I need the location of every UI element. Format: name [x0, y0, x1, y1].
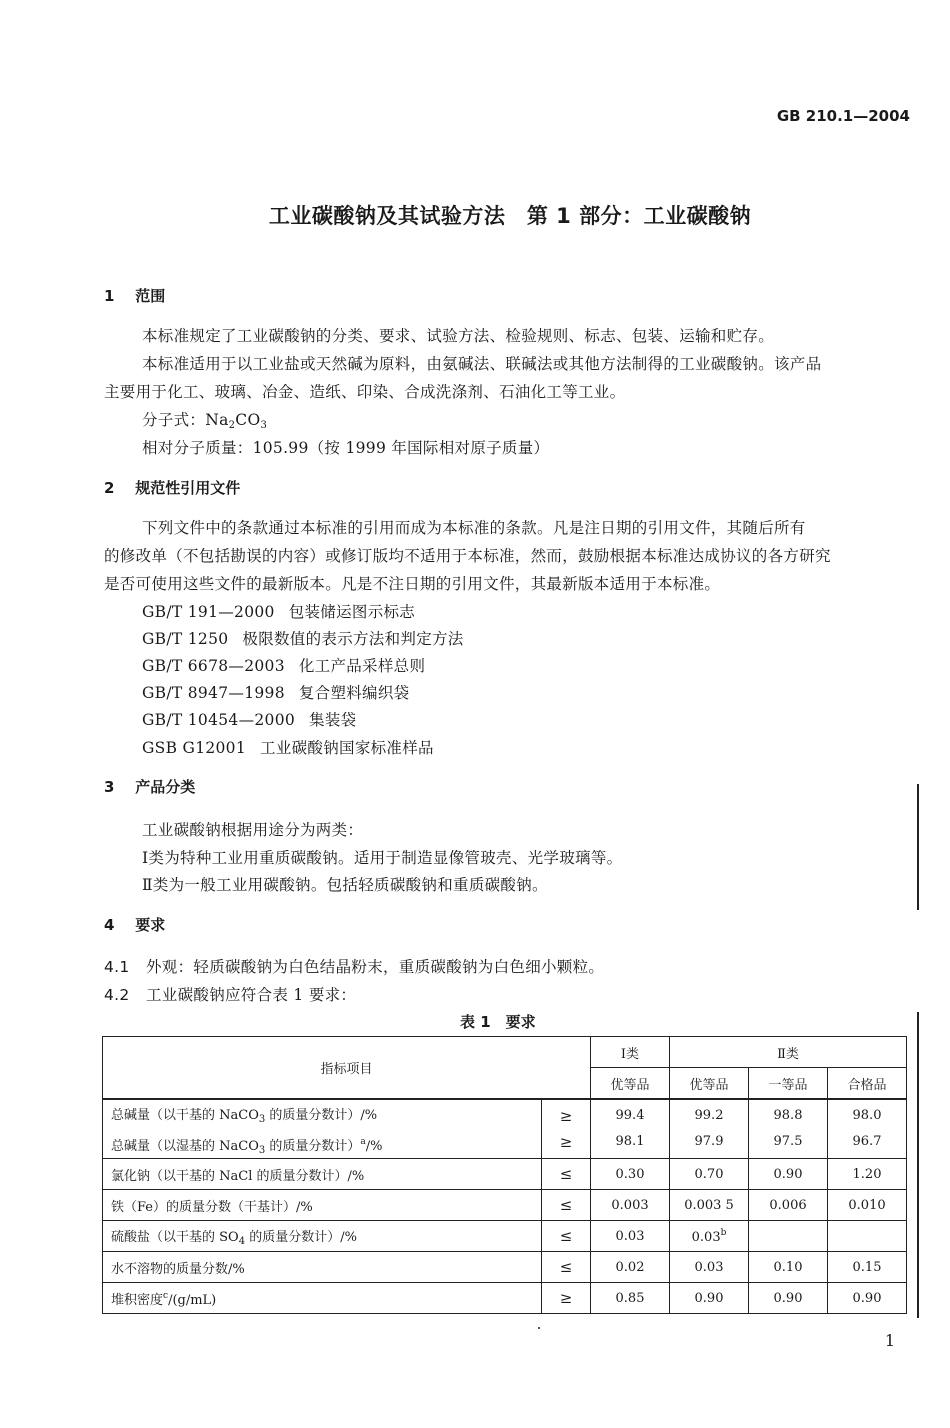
section-number: 4: [104, 916, 115, 934]
section-title: 规范性引用文件: [135, 479, 241, 497]
table-cell: 0.90: [828, 1283, 907, 1314]
section-title: 要求: [135, 916, 166, 934]
reference-item: [142, 736, 434, 758]
table-header-grade: 一等品: [749, 1068, 828, 1100]
section-1-heading: [104, 285, 165, 306]
change-bar: [917, 784, 919, 910]
table-row: [103, 1099, 907, 1159]
row-operator: ≤: [542, 1159, 591, 1190]
reference-item: [142, 627, 464, 649]
table-cell: 0.03: [591, 1221, 670, 1252]
clause-number: 4.2: [104, 986, 130, 1004]
reference-item: [142, 681, 409, 703]
page-number: 1: [884, 1331, 895, 1350]
row-operator: ≤: [542, 1252, 591, 1283]
table-cell: 99.4 98.1: [591, 1099, 670, 1159]
document-title: 工业碳酸钠及其试验方法 第 1 部分：工业碳酸钠: [268, 204, 752, 228]
table-cell: 99.2 97.9: [670, 1099, 749, 1159]
molecular-formula: 分子式：$Na_2CO_3$: [142, 411, 268, 431]
table-header-grade: 优等品: [591, 1068, 670, 1100]
reference-title: 极限数值的表示方法和判定方法: [242, 630, 464, 648]
row-label: 水不溶物的质量分数/%: [103, 1252, 542, 1283]
table-header-grade: 合格品: [828, 1068, 907, 1100]
change-bar: [917, 1012, 919, 1318]
table-row: [103, 1252, 907, 1283]
row-operator: ≤: [542, 1221, 591, 1252]
table-cell: 0.90: [749, 1283, 828, 1314]
reference-title: 集装袋: [309, 711, 357, 729]
paragraph: Ⅱ类为一般工业用碳酸钠。包括轻质碳酸钠和重质碳酸钠。: [142, 876, 548, 894]
table-row: [103, 1221, 907, 1252]
paragraph: Ⅰ类为特种工业用重质碳酸钠。适用于制造显像管玻壳、光学玻璃等。: [142, 849, 623, 867]
table-cell: [828, 1221, 907, 1252]
reference-title: 包装储运图示标志: [288, 603, 416, 621]
paragraph: 的修改单（不包括勘误的内容）或修订版均不适用于本标准，然而，鼓励根据本标准达成协议的各方研究: [104, 547, 831, 565]
reference-code: GB/T 1250: [142, 630, 229, 648]
reference-item: [142, 654, 425, 676]
paragraph: 下列文件中的条款通过本标准的引用而成为本标准的条款。凡是注日期的引用文件，其随后所有: [142, 519, 806, 537]
reference-title: 工业碳酸钠国家标准样品: [260, 739, 434, 757]
table-header-class-2: Ⅱ类: [670, 1037, 907, 1068]
row-operator: ≤: [542, 1190, 591, 1221]
table-cell: 0.10: [749, 1252, 828, 1283]
section-number: 2: [104, 479, 115, 497]
section-4-heading: [104, 914, 165, 935]
table-cell: 98.0 96.7: [828, 1099, 907, 1159]
table-cell: 0.85: [591, 1283, 670, 1314]
reference-title: 化工产品采样总则: [298, 657, 426, 675]
clause-4-1: 4.1 外观：轻质碳酸钠为白色结晶粉末，重质碳酸钠为白色细小颗粒。: [104, 958, 605, 976]
table-caption: 表 1 要求: [460, 1013, 536, 1031]
molecular-mass: 相对分子质量：105.99（按 1999 年国际相对原子质量）: [142, 439, 550, 457]
table-cell: 0.30: [591, 1159, 670, 1190]
table-header-class-1: Ⅰ类: [591, 1037, 670, 1068]
reference-item: [142, 600, 415, 622]
table-cell: 0.003: [591, 1190, 670, 1221]
row-label: 总碱量（以干基的 NaCO$_3$ 的质量分数计）/% 总碱量（以湿基的 NaCO$_3$ 的质量分数计）$^a$/%: [103, 1099, 542, 1159]
table-cell: 1.20: [828, 1159, 907, 1190]
paragraph: 是否可使用这些文件的最新版本。凡是不注日期的引用文件，其最新版本适用于本标准。: [104, 575, 721, 593]
requirements-table: [102, 1036, 907, 1314]
table-cell: 0.003 5: [670, 1190, 749, 1221]
reference-code: GB/T 10454—2000: [142, 711, 296, 729]
paragraph: 工业碳酸钠根据用途分为两类：: [142, 821, 364, 839]
table-cell: 98.8 97.5: [749, 1099, 828, 1159]
row-label: 铁（Fe）的质量分数（干基计）/%: [103, 1190, 542, 1221]
table-cell: [749, 1221, 828, 1252]
table-cell: 0.03$^b$: [670, 1221, 749, 1252]
reference-code: GB/T 6678—2003: [142, 657, 285, 675]
table-row: [103, 1190, 907, 1221]
row-label: 硫酸盐（以干基的 $SO_4$ 的质量分数计）/%: [103, 1221, 542, 1252]
reference-item: [142, 708, 356, 730]
row-label: 堆积密度$^c$/(g/mL): [103, 1283, 542, 1314]
section-3-heading: [104, 776, 195, 797]
standard-number: GB 210.1—2004: [776, 107, 910, 125]
section-2-heading: [104, 477, 240, 498]
table-cell: 0.02: [591, 1252, 670, 1283]
paragraph: 主要用于化工、玻璃、冶金、造纸、印染、合成洗涤剂、石油化工等工业。: [104, 383, 626, 401]
table-row: [103, 1159, 907, 1190]
table-cell: 0.010: [828, 1190, 907, 1221]
table-header-grade: 优等品: [670, 1068, 749, 1100]
section-number: 3: [104, 778, 115, 796]
reference-code: GB/T 191—2000: [142, 603, 275, 621]
table-row: [103, 1283, 907, 1314]
clause-number: 4.1: [104, 958, 130, 976]
table-header-item: 指标项目: [103, 1037, 591, 1100]
paragraph: 本标准规定了工业碳酸钠的分类、要求、试验方法、检验规则、标志、包装、运输和贮存。: [142, 327, 775, 345]
reference-title: 复合塑料编织袋: [298, 684, 410, 702]
table-cell: 0.70: [670, 1159, 749, 1190]
row-label: 氯化钠（以干基的 NaCl 的质量分数计）/%: [103, 1159, 542, 1190]
section-number: 1: [104, 287, 115, 305]
row-operator: ≥: [542, 1283, 591, 1314]
table-cell: 0.90: [670, 1283, 749, 1314]
row-operator: ≥ ≥: [542, 1099, 591, 1159]
section-title: 产品分类: [135, 778, 196, 796]
table-cell: 0.15: [828, 1252, 907, 1283]
scan-speck: [538, 1327, 540, 1329]
table-cell: 0.03: [670, 1252, 749, 1283]
table-cell: 0.90: [749, 1159, 828, 1190]
reference-code: GB/T 8947—1998: [142, 684, 285, 702]
reference-code: GSB G12001: [142, 739, 247, 757]
section-title: 范围: [135, 287, 166, 305]
paragraph: 本标准适用于以工业盐或天然碱为原料，由氨碱法、联碱法或其他方法制得的工业碳酸钠。该产品: [142, 355, 822, 373]
table-cell: 0.006: [749, 1190, 828, 1221]
clause-4-2: 4.2 工业碳酸钠应符合表 1 要求：: [104, 986, 357, 1004]
